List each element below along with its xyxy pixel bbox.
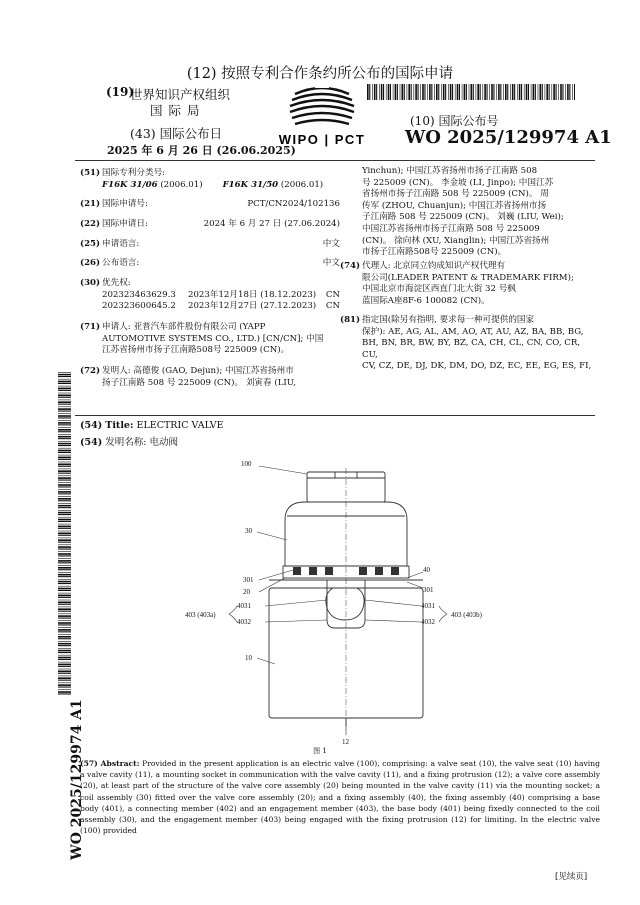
priority-item: 202323463629.3 2023年12月18日 (18.12.2023) CN: [102, 289, 340, 300]
svg-text:WIPO | PCT: WIPO | PCT: [278, 132, 366, 147]
field-21: (21) 国际申请号: PCT/CN2024/102136: [80, 199, 340, 209]
abstract: (57) Abstract: Provided in the present application is an electric valve (100), comprising: a valve seat (10), the valve seat (10) having a valve cavity (11), a mounting socket in communication with the valve cavity (11), and a fixing protrusion (12); a valve core assembly (20), at least part of the structure of the valve core assembly (20) being mounted in the valve cavity (11) via the mounting socket; a coil assembly (30) fitted over the valve core assembly (20); and a fixing assembly (40), the fixing assembly (40) comprising a base body (401), a connecting member (402) and an engagement member (403), the base body (401) being fixedly connected to the coil assembly (30), and the engagement member (403) being engaged with the fixing protrusion (12) for limiting. In the electric valve (100) provided: [80, 759, 600, 836]
field-30: (30) 优先权: 202323463629.3 2023年12月18日 (18.12.2023) CN 202323600645.2 2023年12月27日 (27.12.2023) CN: [80, 278, 340, 312]
field-72-inventor: (72) 发明人: 高德俊 (GAO, Dejun); 中国江苏省扬州市 扬子江南路 508 号 225009 (CN)。 刘寅春 (LIU,: [80, 366, 296, 388]
svg-text:4031: 4031: [237, 602, 251, 610]
side-barcode: [58, 372, 71, 696]
figure-caption: 图 1: [313, 747, 327, 755]
svg-text:10: 10: [245, 654, 252, 662]
side-pub-number: WO 2025/129974 A1: [69, 699, 85, 860]
svg-text:30: 30: [245, 527, 252, 535]
field-74-agent: (74) 代理人: 北京同立钧成知识产权代理有 限公司(LEADER PATENT & TRADEMARK FIRM); 中国北京市海淀区西直门北大街 32 号枫 蓝国际A座8F-6 100082 (CN)。: [340, 261, 574, 306]
field-81-designated-states: (81) 指定国(除另有指明, 要求每一种可提供的国家 保护): AE, AG, AL, AM, AO, AT, AU, AZ, BA, BB, BG, BH, BN, BR, BW, BY, BZ, CA, CH, CL, CN, CO, CR, CU, CV, CZ, DE, DJ, DK, DM, DO, DZ, EC, EE, EG, ES, FI,: [340, 315, 592, 372]
org-code: (19): [106, 85, 135, 99]
svg-text:403 (403b): 403 (403b): [451, 611, 482, 619]
svg-text:4032: 4032: [237, 618, 251, 626]
continued-note: [见续页]: [555, 872, 588, 882]
wipo-logo: [275, 78, 369, 156]
field-51: (51) 国际专利分类号: F16K 31/06 (2006.01) F16K 31/50 (2006.01): [80, 168, 324, 190]
section-divider: [75, 415, 595, 416]
svg-text:20: 20: [243, 588, 250, 596]
org-name: 世界知识产权组织: [130, 87, 231, 102]
pub-date-label: (43) 国际公布日: [130, 126, 223, 141]
svg-text:12: 12: [342, 738, 349, 745]
priority-item: 202323600645.2 2023年12月27日 (27.12.2023) CN: [102, 301, 340, 312]
top-barcode: [367, 84, 575, 100]
svg-text:301: 301: [243, 576, 254, 584]
svg-text:4032: 4032: [421, 618, 435, 626]
header-divider: [75, 160, 595, 161]
title-zh: (54) 发明名称: 电动阀: [80, 437, 178, 448]
pub-date: 2025 年 6 月 26 日 (26.06.2025): [107, 144, 296, 157]
svg-text:403 (403a): 403 (403a): [185, 611, 216, 619]
patent-figure: [175, 460, 515, 745]
field-71-applicant: (71) 申请人: 亚普汽车部件股份有限公司 (YAPP AUTOMOTIVE SYSTEMS CO., LTD.) [CN/CN]; 中国 江苏省扬州市扬子江南路508号 225009 (CN)。: [80, 322, 324, 356]
svg-text:4031: 4031: [421, 602, 435, 610]
inventor-continued: Yinchun); 中国江苏省扬州市扬子江南路 508 号 225009 (CN)。 李金坡 (LI, Jinpo); 中国江苏 省扬州市扬子江南路 508 号 225009 (CN)。 周 传军 (ZHOU, Chuanjun); 中国江苏省扬州市扬 子江南路 508 号 225009 (CN)。 刘巍 (LIU, Wei); 中国江苏省扬州市扬子江南路 508 号 225009 (CN)。 徐向林 (XU, Xianglin); 中国江苏省扬州 市扬子江南路508号 225009 (CN)。: [362, 166, 564, 258]
document-kind-title: (12) 按照专利合作条约所公布的国际申请: [186, 66, 454, 82]
svg-text:100: 100: [241, 460, 252, 468]
pub-number: WO 2025/129974 A1: [405, 127, 612, 148]
field-26: (26) 公布语言: 中文: [80, 258, 340, 268]
title-en: (54) Title: ELECTRIC VALVE: [80, 420, 224, 431]
svg-text:40: 40: [423, 566, 430, 574]
svg-text:301: 301: [423, 586, 434, 594]
pub-number-label: (10) 国际公布号: [410, 114, 499, 128]
field-22: (22) 国际申请日: 2024 年 6 月 27 日 (27.06.2024): [80, 219, 340, 229]
field-25: (25) 申请语言: 中文: [80, 239, 340, 249]
org-bureau: 国际局: [150, 103, 206, 118]
